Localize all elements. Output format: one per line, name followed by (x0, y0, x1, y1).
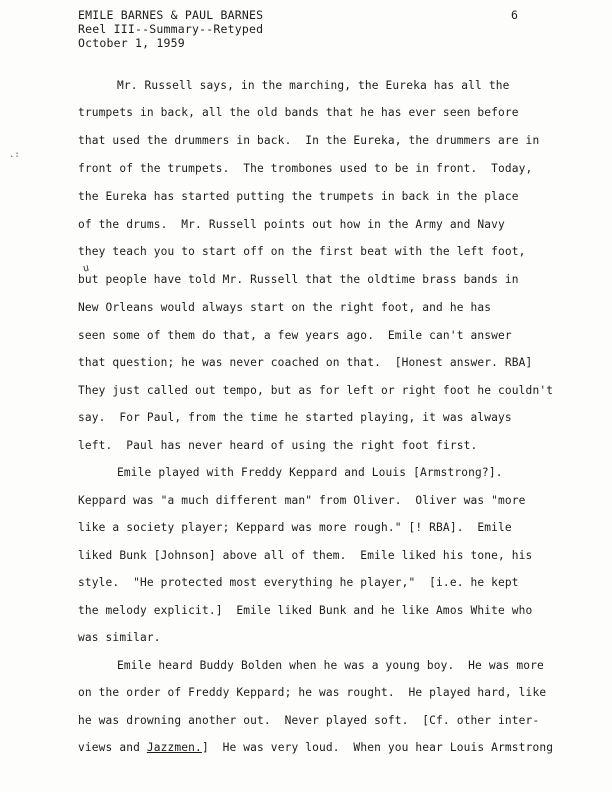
paragraph-1-line-8: but people have told Mr. Russell that the oldtime brass bands in (78, 273, 519, 286)
paragraph-3-line-3: he was drowning another out. Never played soft. [Cf. other inter- (78, 714, 540, 727)
paragraph-1-line-5: the Eureka has started putting the trumpets in back in the place (78, 190, 519, 203)
paragraph-2-line-6: the melody explicit.] Emile liked Bunk and he like Amos White who (78, 604, 533, 617)
paragraph-1-line-14: left. Paul has never heard of using the right foot first. (78, 439, 478, 452)
handwritten-correction: u (81, 262, 91, 275)
paragraph-1-line-2: trumpets in back, all the old bands that he has ever seen before (78, 106, 519, 119)
paragraph-1-line-9: New Orleans would always start on the right foot, and he has (78, 301, 492, 314)
paragraph-2-line-5: style. "He protected most everything he player," [i.e. he kept (78, 576, 519, 589)
paragraph-1-line-4: front of the trumpets. The trombones used to be in front. Today, (78, 162, 533, 175)
header-reel: Reel III--Summary--Retyped (78, 22, 264, 36)
line-text: ] He was very loud. When you hear Louis Armstrong (201, 741, 554, 754)
page-number: 6 (511, 8, 518, 22)
paragraph-2-line-2: Keppard was "a much different man" from Oliver. Oliver was "more (78, 494, 526, 507)
paragraph-1-line-1: Mr. Russell says, in the marching, the Eureka has all the (117, 79, 510, 92)
paragraph-1-line-12: They just called out tempo, but as for left or right foot he couldn't (78, 384, 554, 397)
paragraph-1-line-6: of the drums. Mr. Russell points out how in the Army and Navy (78, 218, 505, 231)
paragraph-2-line-4: liked Bunk [Johnson] above all of them. Emile liked his tone, his (78, 549, 533, 562)
book-title-jazzmen: Jazzmen. (146, 741, 202, 754)
header-date: October 1, 1959 (78, 36, 185, 50)
document-header (78, 8, 263, 50)
paragraph-2-line-7: was similar. (78, 631, 161, 644)
paragraph-3-line-4 (78, 741, 553, 755)
line-text: views and (78, 741, 147, 754)
paragraph-3-line-2: on the order of Freddy Keppard; he was rought. He played hard, like (78, 686, 547, 699)
paragraph-1-line-11: that question; he was never coached on that. [Honest answer. RBA] (78, 356, 533, 369)
paragraph-1-line-3: that used the drummers in back. In the Eureka, the drummers are in (78, 134, 540, 147)
paragraph-1-line-10: seen some of them do that, a few years ago. Emile can't answer (78, 329, 512, 342)
paragraph-2-line-1: Emile played with Freddy Keppard and Louis [Armstrong?]. (117, 466, 503, 479)
paragraph-1-line-13: say. For Paul, from the time he started playing, it was always (78, 411, 512, 424)
paragraph-2-line-3: like a society player; Keppard was more rough." [! RBA]. Emile (78, 521, 512, 534)
margin-mark: .: (9, 150, 20, 160)
paragraph-1-line-7: they teach you to start off on the first beat with the left foot, (78, 245, 526, 258)
header-interviewees: EMILE BARNES & PAUL BARNES (78, 8, 264, 22)
paragraph-3-line-1: Emile heard Buddy Bolden when he was a young boy. He was more (117, 659, 544, 672)
